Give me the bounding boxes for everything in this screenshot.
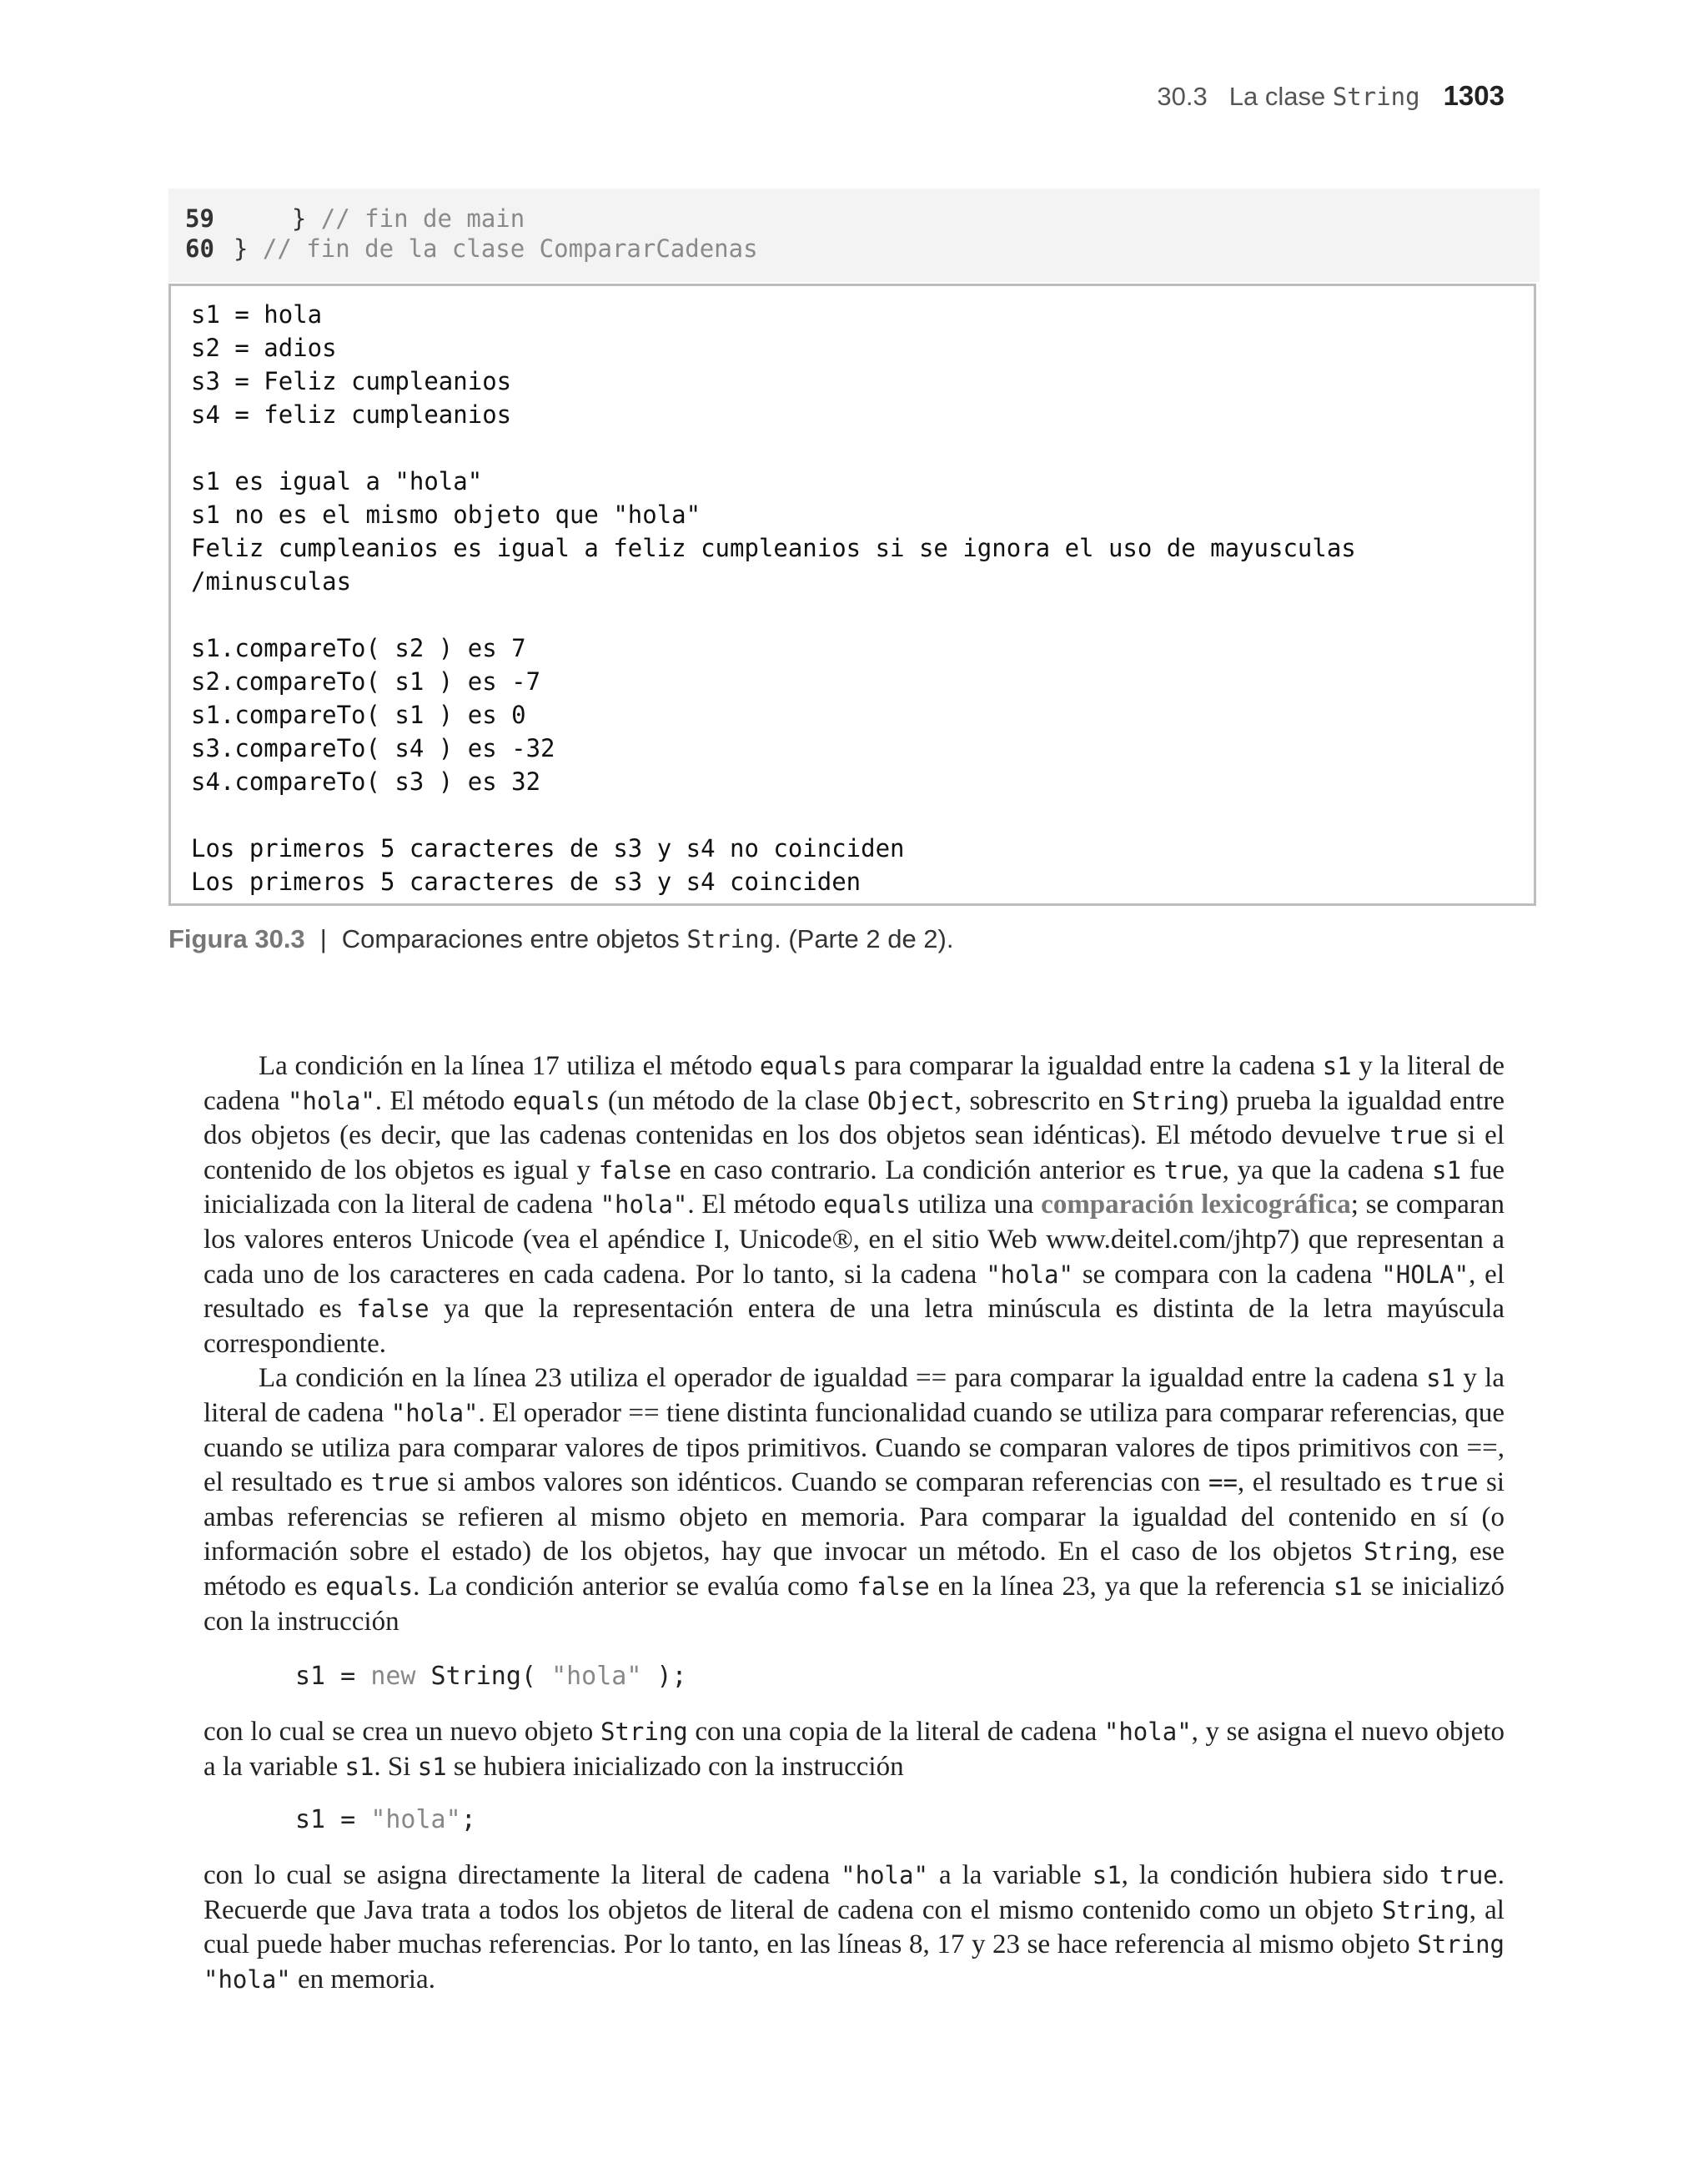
- text-run: y la literal de cadena: [203, 1363, 1505, 1428]
- text-run: . La condición anterior se evalúa como: [413, 1571, 857, 1602]
- snippet-code: s1 =: [295, 1662, 371, 1691]
- text-run: con una copia de la literal de cadena: [687, 1717, 1104, 1747]
- text-run: , sobrescrito en: [954, 1085, 1133, 1116]
- snippet-string: "hola": [370, 1805, 461, 1834]
- output-line: s1 no es el mismo objeto que "hola": [191, 500, 701, 529]
- output-line: Feliz cumpleanios es igual a feliz cumpleanios si se ignora el uso de mayusculas: [191, 534, 1356, 562]
- code-listing: [168, 189, 1540, 282]
- code-line: [185, 234, 758, 264]
- inline-code: "hola": [600, 1190, 688, 1220]
- section-title: La clase: [1228, 82, 1326, 111]
- inline-code: String: [1364, 1537, 1451, 1567]
- inline-code: "hola": [390, 1398, 479, 1427]
- text-run: , y se asigna el nuevo objeto a la variable: [203, 1717, 1505, 1782]
- running-header: [1157, 80, 1505, 112]
- inline-code: s1: [1322, 1052, 1352, 1080]
- inline-code: s1: [1092, 1861, 1122, 1889]
- text-run: (un método de la clase: [600, 1085, 867, 1116]
- text-run: , ya que la cadena: [1222, 1154, 1433, 1185]
- text-run: La condición en la línea 23 utiliza el operador de igualdad == para comparar la igualdad entre la cadena: [259, 1363, 1427, 1394]
- inline-code: equals: [512, 1086, 600, 1115]
- output-line: s4.compareTo( s3 ) es 32: [191, 767, 541, 796]
- output-line: s4 = feliz cumpleanios: [191, 400, 512, 429]
- paragraph: [203, 1859, 1505, 1997]
- inline-code: "hola": [203, 1964, 291, 1994]
- code-snippet: [295, 1805, 476, 1834]
- inline-code: String: [1132, 1086, 1220, 1115]
- inline-code: Object: [867, 1086, 955, 1115]
- text-run: ; se comparan los valores enteros Unicode (vea el apéndice I, Unicode®, en el sitio Web www.deitel.com/jhtp7) que representan a cada uno de los caracteres en cada cadena. Por lo tanto, si la cadena: [203, 1190, 1505, 1290]
- snippet-string: "hola": [551, 1662, 642, 1691]
- code-comment: // fin de main: [320, 204, 525, 233]
- output-line: s2.compareTo( s1 ) es -7: [191, 667, 541, 696]
- figure-label: Figura 30.3: [168, 924, 305, 953]
- caption-text: Comparaciones entre objetos: [341, 924, 687, 953]
- inline-code: true: [1389, 1121, 1449, 1150]
- caption-separator: |: [319, 924, 327, 953]
- output-line: s3.compareTo( s4 ) es -32: [191, 734, 555, 762]
- inline-code: "hola": [1103, 1718, 1192, 1746]
- code-text: }: [234, 204, 321, 233]
- inline-code: equals: [325, 1572, 414, 1601]
- body-paragraph-3: [203, 1715, 1505, 1784]
- text-run: en memoria.: [290, 1964, 435, 1994]
- text-run: . El método: [374, 1085, 513, 1116]
- text-run: . Si: [374, 1751, 418, 1782]
- inline-code: true: [1163, 1155, 1223, 1185]
- body-paragraph-4: [203, 1859, 1505, 1997]
- output-line: Los primeros 5 caracteres de s3 y s4 no coinciden: [191, 834, 905, 863]
- text-run: con lo cual se asigna directamente la literal de cadena: [203, 1860, 841, 1890]
- text-run: , el resultado es: [1237, 1467, 1420, 1498]
- inline-code: String: [1382, 1895, 1469, 1924]
- key-term: comparación lexicográfica: [1041, 1190, 1351, 1220]
- text-run: si el contenido de los objetos es igual y: [203, 1120, 1505, 1185]
- section-number: 30.3: [1157, 82, 1208, 111]
- text-run: . El operador == tiene distinta funcionalidad cuando se utiliza para comparar referencias, que cuando se utiliza para comparar valores de tipos primitivos. Cuando se comparan valores de tipos primitivos con ==, el resultado es: [203, 1397, 1505, 1498]
- line-number: 60: [185, 234, 214, 263]
- inline-code: true: [1439, 1861, 1498, 1889]
- text-run: en caso contrario. La condición anterior es: [671, 1154, 1164, 1185]
- text-run: ) prueba la igualdad entre dos objetos (es decir, que las cadenas contenidas en los dos objetos sean idénticas). El método devuelve: [203, 1085, 1505, 1151]
- program-output-box: [168, 284, 1536, 906]
- inline-code: true: [370, 1468, 430, 1497]
- output-line: s1.compareTo( s2 ) es 7: [191, 634, 526, 662]
- output-line: s2 = adios: [191, 334, 337, 362]
- section-title-code: String: [1332, 83, 1420, 111]
- text-run: y la literal de cadena: [203, 1051, 1505, 1116]
- text-run: se hubiera inicializado con la instrucción: [446, 1751, 904, 1782]
- paragraph: [203, 1361, 1505, 1639]
- text-run: en la línea 23, ya que la referencia: [929, 1571, 1334, 1602]
- snippet-code: String(: [415, 1662, 552, 1691]
- inline-code: "HOLA": [1381, 1260, 1469, 1289]
- page-number: 1303: [1443, 80, 1505, 111]
- inline-code: false: [598, 1155, 672, 1185]
- inline-code: String: [1417, 1930, 1505, 1959]
- line-number: 59: [185, 204, 214, 233]
- text-run: se inicializó con la instrucción: [203, 1571, 1505, 1637]
- inline-code: true: [1419, 1468, 1479, 1497]
- text-run: . Recuerde que Java trata a todos los objetos de literal de cadena con el mismo contenido como un objeto: [203, 1860, 1505, 1925]
- text-run: ya que la representación entera de una letra minúscula es distinta de la letra mayúscula correspondiente.: [203, 1294, 1505, 1359]
- caption-text-end: . (Parte 2 de 2).: [774, 924, 954, 953]
- paragraph: [203, 1049, 1505, 1361]
- inline-code: "hola": [986, 1260, 1073, 1289]
- inline-code: false: [356, 1295, 430, 1324]
- text-run: utiliza una: [910, 1190, 1042, 1220]
- text-run: La condición en la línea 17 utiliza el método: [259, 1051, 760, 1081]
- inline-code: s1: [1333, 1572, 1363, 1601]
- inline-code: equals: [823, 1190, 911, 1220]
- inline-code: s1: [344, 1752, 374, 1781]
- inline-code: false: [857, 1572, 930, 1601]
- snippet-code: ;: [460, 1805, 476, 1834]
- text-run: a la variable: [927, 1860, 1093, 1890]
- snippet-code: );: [641, 1662, 687, 1691]
- text-run: se compara con la cadena: [1073, 1259, 1382, 1290]
- text-run: fue inicializada con la literal de cadena: [203, 1154, 1505, 1220]
- inline-code: String: [600, 1718, 688, 1746]
- output-line: s1 es igual a "hola": [191, 467, 483, 495]
- body-paragraphs: [203, 1049, 1505, 1639]
- text-run: , al cual puede haber muchas referencias. Por lo tanto, en las líneas 8, 17 y 23 se hace referencia al mismo objeto: [203, 1894, 1505, 1960]
- inline-code: "hola": [288, 1086, 375, 1115]
- code-snippet: [295, 1662, 687, 1691]
- text-run: , la condición hubiera sido: [1121, 1860, 1439, 1890]
- paragraph: [203, 1715, 1505, 1784]
- text-run: si ambos valores son idénticos. Cuando se comparan referencias con: [429, 1467, 1208, 1498]
- output-line: /minusculas: [191, 567, 352, 596]
- output-line: Los primeros 5 caracteres de s3 y s4 coinciden: [191, 868, 862, 896]
- text-run: si ambas referencias se refieren al mismo objeto en memoria. Para comparar la igualdad del contenido en sí (o información sobre el estado) de los objetos, hay que invocar un método. En el caso de los objetos: [203, 1467, 1505, 1567]
- code-comment: // fin de la clase CompararCadenas: [262, 234, 758, 263]
- inline-code: ==: [1208, 1468, 1238, 1497]
- code-line: [185, 204, 525, 234]
- snippet-code: s1 =: [295, 1805, 371, 1834]
- caption-code: String: [686, 925, 775, 953]
- text-run: , el resultado es: [203, 1259, 1505, 1325]
- text-run: para comparar la igualdad entre la cadena: [846, 1051, 1323, 1081]
- inline-code: s1: [1432, 1155, 1462, 1185]
- figure-caption: [168, 924, 953, 954]
- inline-code: s1: [417, 1752, 447, 1781]
- code-text: }: [234, 234, 263, 263]
- snippet-keyword: new: [370, 1662, 416, 1691]
- text-run: . El método: [687, 1190, 824, 1220]
- output-line: s1.compareTo( s1 ) es 0: [191, 701, 526, 729]
- inline-code: s1: [1426, 1364, 1455, 1393]
- output-line: s1 = hola: [191, 300, 323, 329]
- output-line: s3 = Feliz cumpleanios: [191, 367, 512, 395]
- text-run: con lo cual se crea un nuevo objeto: [203, 1717, 600, 1747]
- inline-code: equals: [759, 1052, 847, 1080]
- inline-code: "hola": [841, 1861, 928, 1889]
- text-run: , ese método es: [203, 1537, 1505, 1602]
